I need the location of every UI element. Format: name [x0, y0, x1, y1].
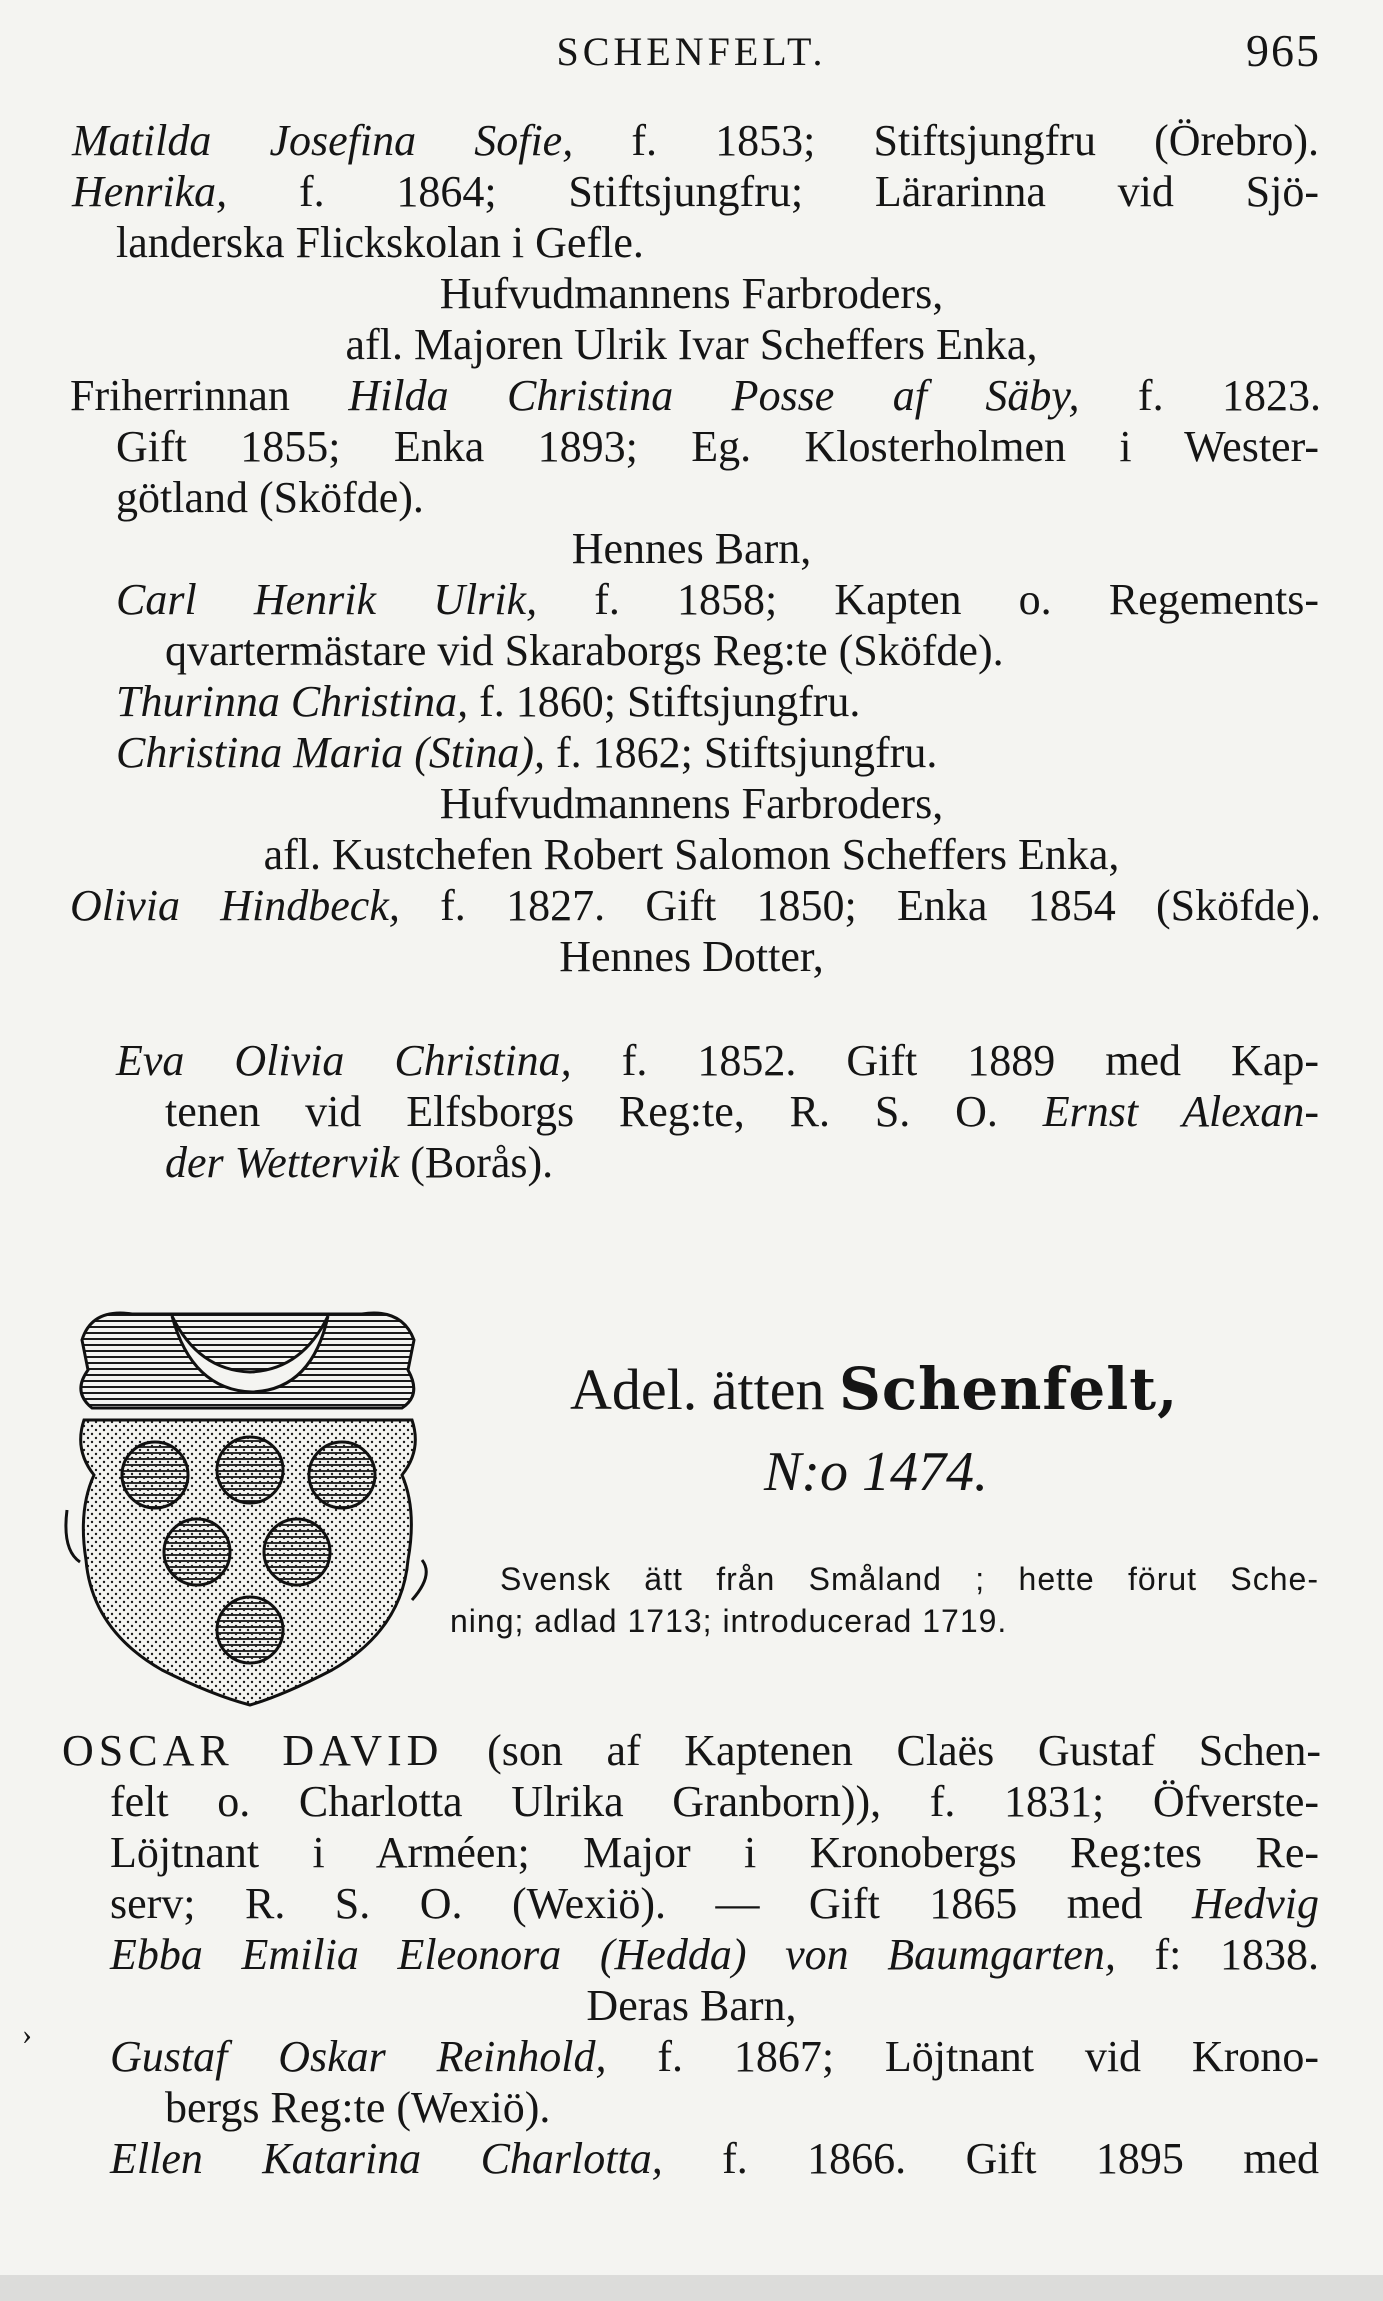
text-line: Carl Henrik Ulrik, f. 1858; Kapten o. Regements- — [116, 575, 1319, 624]
text-line: Christina Maria (Stina), f. 1862; Stiftsjungfru. — [116, 728, 938, 777]
text-line: afl. Majoren Ulrik Ivar Scheffers Enka, — [345, 320, 1038, 369]
text-line: Ellen Katarina Charlotta, f. 1866. Gift 1895 med — [110, 2134, 1319, 2183]
text-line: felt o. Charlotta Ulrika Granborn)), f. 1831; Öfverste- — [110, 1777, 1319, 1826]
text-line: afl. Kustchefen Robert Salomon Scheffers Enka, — [263, 830, 1120, 879]
subheading: Deras Barn, — [586, 1981, 797, 2030]
subheading: Hufvudmannens Farbroders, — [439, 269, 944, 318]
text-line: Thurinna Christina, f. 1860; Stiftsjungfru. — [116, 677, 861, 726]
text-line: Ebba Emilia Eleonora (Hedda) von Baumgarten, f: 1838. — [110, 1930, 1319, 1979]
text-line: Gift 1855; Enka 1893; Eg. Klosterholmen i Wester- — [116, 422, 1319, 471]
text-line: OSCAR DAVID (son af Kaptenen Claës Gustaf Schen- — [62, 1726, 1321, 1775]
text-line: der Wettervik (Borås). — [165, 1138, 554, 1187]
text-line: landerska Flickskolan i Gefle. — [116, 218, 644, 267]
subheading: Hennes Barn, — [571, 524, 812, 573]
text-line: serv; R. S. O. (Wexiö). — Gift 1865 med Hedvig — [110, 1879, 1319, 1928]
family-heading: Adel. ätten Schenfelt, — [570, 1355, 1179, 1423]
coat-of-arms-image — [62, 1300, 434, 1710]
text-line: qvartermästare vid Skaraborgs Reg:te (Sköfde). — [165, 626, 1004, 675]
subheading: Hufvudmannens Farbroders, — [439, 779, 944, 828]
text-line: Gustaf Oskar Reinhold, f. 1867; Löjtnant vid Krono- — [110, 2032, 1319, 2081]
family-origin-line: Svensk ätt från Småland ; hette förut Sche- — [500, 1561, 1319, 1597]
text-line: bergs Reg:te (Wexiö). — [165, 2083, 551, 2132]
text-line: Henrika, f. 1864; Stiftsjungfru; Lärarinna vid Sjö- — [72, 167, 1319, 216]
scan-border — [0, 2275, 1383, 2301]
family-name: Schenfelt, — [838, 1355, 1179, 1423]
page-number: 965 — [1246, 25, 1321, 76]
family-origin-line: ning; adlad 1713; introducerad 1719. — [450, 1603, 1008, 1639]
running-header — [0, 25, 1383, 78]
margin-mark: › — [22, 2018, 32, 2051]
text-line: Löjtnant i Arméen; Major i Kronobergs Reg:tes Re- — [110, 1828, 1319, 1877]
text-line: tenen vid Elfsborgs Reg:te, R. S. O. Ernst Alexan- — [165, 1087, 1319, 1136]
text-line: Olivia Hindbeck, f. 1827. Gift 1850; Enka 1854 (Sköfde). — [70, 881, 1321, 930]
text-line: Eva Olivia Christina, f. 1852. Gift 1889 med Kap- — [116, 1036, 1319, 1085]
text-line: Friherrinnan Hilda Christina Posse af Säby, f. 1823. — [70, 371, 1321, 420]
text-line: götland (Sköfde). — [116, 473, 424, 522]
family-number: N:o 1474. — [764, 1441, 988, 1503]
running-title: SCHENFELT. — [556, 29, 827, 74]
text-line: Matilda Josefina Sofie, f. 1853; Stiftsjungfru (Örebro). — [72, 116, 1320, 165]
subheading: Hennes Dotter, — [559, 932, 824, 981]
